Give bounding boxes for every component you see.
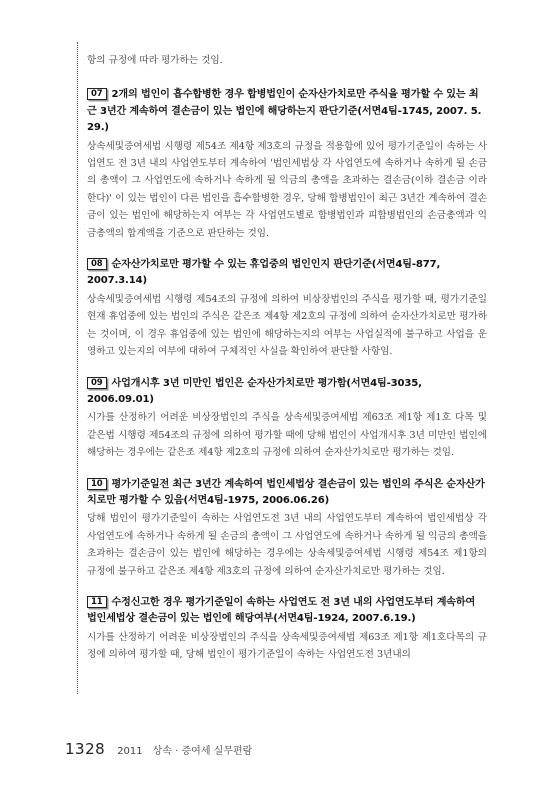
ruling-section-10 [87, 477, 487, 580]
ruling-body: 시가를 산정하기 어려운 비상장법인의 주식을 상속세및증여세법 제63조 제1항 제1호다목의 규정에 의하여 평가할 때, 당해 법인이 평가기준일이 속하는 사업연도전 3년내의 [87, 631, 487, 661]
footer-book-title: 상속 · 증여세 실무편람 [152, 746, 253, 757]
ruling-heading-text: 2개의 법인이 흡수합병한 경우 합병법인이 순자산가치로만 주식을 평가할 수 있는 최근 3년간 계속하여 결손금이 있는 법인에 해당하는지 판단기준(서면4팀-1745, 2007. 5. 29.) [87, 89, 482, 134]
ruling-heading-text: 평가기준일전 최근 3년간 계속하여 법인세법상 결손금이 있는 법인의 주식은 순자산가치로만 평가할 수 있음(서면4팀-1975, 2006.06.26) [87, 478, 485, 506]
ruling-section-08 [87, 257, 487, 360]
ruling-section-07 [87, 87, 487, 242]
ruling-body: 시가를 산정하기 어려운 비상장법인의 주식을 상속세및증여세법 제63조 제1항 제1호 다목 및 같은법 시행령 제54조의 규정에 의하여 평가할 때에 당해 법인이 사업개시후 3년 미만인 법인에 해당하는 경우에는 같은조 제4항 제2호의 규정에 의하여 순자산가치로만 평가하는 것임. [87, 412, 487, 459]
ruling-heading [87, 376, 487, 409]
margin-dotted-rule [77, 42, 78, 694]
ruling-number-box: 11 [87, 596, 107, 608]
ruling-heading-text: 수정신고한 경우 평가기준일이 속하는 사업연도 전 3년 내의 사업연도부터 계속하여 법인세법상 결손금이 있는 법인에 해당여부(서면4팀-1924, 2007.6.19.) [87, 596, 476, 625]
page-footer [65, 740, 252, 758]
ruling-heading [87, 595, 487, 628]
ruling-section-09 [87, 376, 487, 462]
page-content [87, 52, 487, 679]
ruling-number-box: 09 [87, 377, 107, 389]
ruling-section-11 [87, 595, 487, 664]
ruling-number-box: 07 [87, 88, 107, 100]
ruling-heading-text: 사업개시후 3년 미만인 법인은 순자산가치로만 평가함(서면4팀-3035, 2006.09.01) [87, 377, 422, 405]
ruling-body: 상속세및증여세법 시행령 제54조 제4항 제3호의 규정을 적용함에 있어 평가기준일이 속하는 사업연도 전 3년 내의 사업연도부터 계속하여 '법인세법상 각 사업연도에 속하거나 속하게 될 손금의 총액이 그 사업연도에 속하거나 속하게 될 익금의 총액을 초과하는 결손금(이하 결손금 이라 한다)' 이 있는 법인이 다른 법인을 흡수합병한 경우, 당해 합병법인이 최근 3년간 계속하여 결손금이 있는 법인에 해당하는지 여부는 각 사업연도별로 합병법인과 피합병법인의 손금총액과 익금총액의 합계액을 기준으로 판단하는 것임. [87, 140, 487, 239]
footer-year: 2011 [117, 746, 143, 757]
ruling-body: 당해 법인이 평가기준일이 속하는 사업연도전 3년 내의 사업연도부터 계속하여 법인세법상 각 사업연도에 속하거나 속하게 될 손금의 총액이 그 사업연도에 속하거나 속하게 될 익금의 총액을 초과하는 결손금이 있는 법인에 해당하는 경우에는 상속세및증여세법 시행령 제54조 제1항의 규정에 불구하고 같은조 제4항 제3호의 규정에 의하여 순자산가치로만 평가하는 것임. [87, 513, 487, 577]
ruling-heading-text: 순자산가치로만 평가할 수 있는 휴업중의 법인인지 판단기준(서면4팀-877, 2007.3.14) [87, 259, 441, 287]
ruling-body: 상속세및증여세법 시행령 제54조의 규정에 의하여 비상장법인의 주식을 평가할 때, 평가기준일 현재 휴업중에 있는 법인의 주식은 같은조 제4항 제2호의 규정에 의하여 순자산가치로만 평가하는 것이며, 이 경우 휴업중에 있는 법인에 해당하는지의 여부는 사업실적에 불구하고 사업을 운영하고 있는지의 여부에 대하여 구체적인 사실을 확인하여 판단할 사항임. [87, 293, 487, 358]
ruling-heading [87, 477, 487, 510]
ruling-number-box: 08 [87, 258, 107, 270]
continued-text: 항의 규정에 따라 평가하는 것임. [87, 55, 223, 66]
ruling-number-box: 10 [87, 478, 107, 490]
ruling-heading [87, 257, 487, 290]
page-number: 1328 [65, 740, 106, 758]
ruling-heading [87, 87, 487, 136]
